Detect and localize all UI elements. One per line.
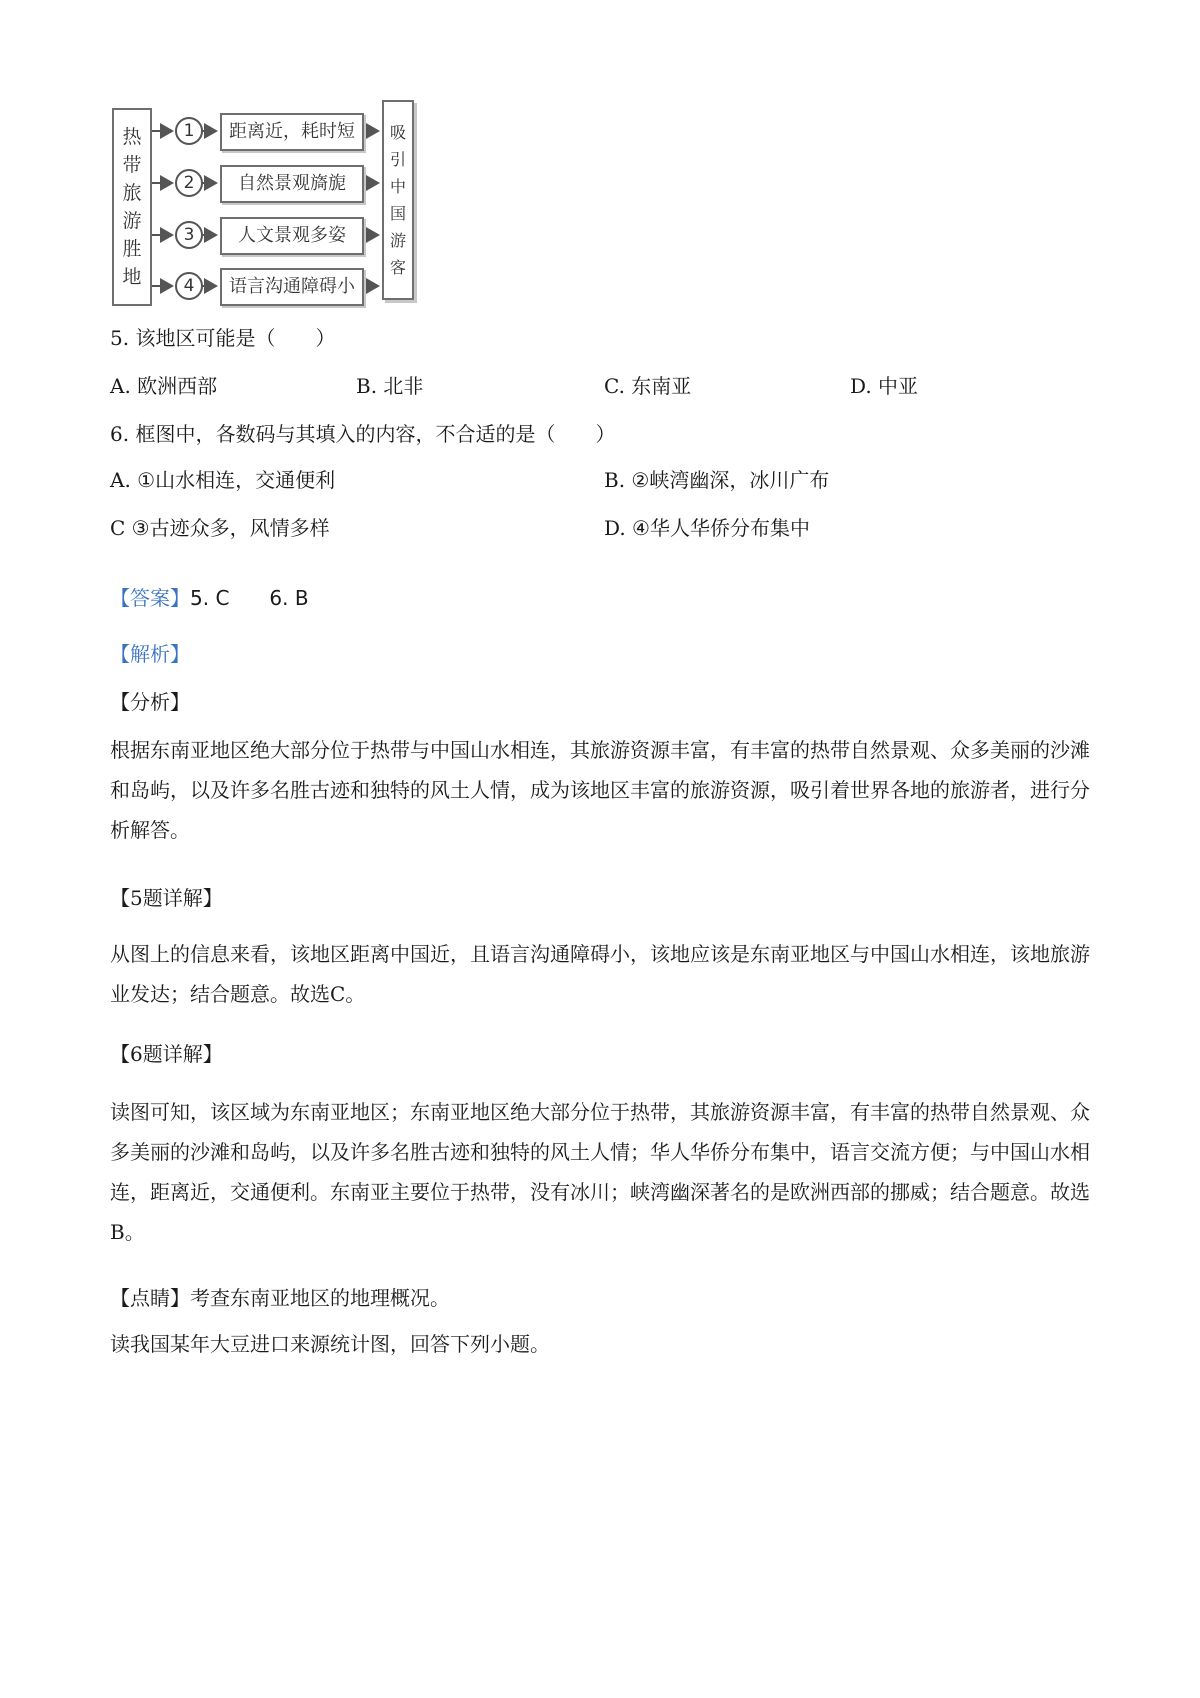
diagram-number-1: 1 xyxy=(175,117,203,145)
q5-stem: 5. 该地区可能是（ ） xyxy=(110,326,336,350)
dianjing-text: 考查东南亚地区的地理概况。 xyxy=(190,1286,450,1310)
diagram-left-char: 旅 xyxy=(122,182,142,204)
q5-option-c: C. 东南亚 xyxy=(604,374,692,398)
diagram-right-char: 国 xyxy=(389,204,406,223)
diagram-box-3: 人文景观多姿 xyxy=(220,217,364,255)
answer-text: 5. C 6. B xyxy=(190,586,309,610)
diagram-right-char: 引 xyxy=(389,150,406,169)
diagram-left-char: 游 xyxy=(122,210,142,232)
q5-option-a: A. 欧洲西部 xyxy=(110,374,218,398)
diagram-right-char: 客 xyxy=(389,258,406,277)
diagram-number-2: 2 xyxy=(175,169,203,197)
q5-option-d: D. 中亚 xyxy=(850,374,919,398)
q6-stem: 6. 框图中，各数码与其填入的内容，不合适的是（ ） xyxy=(110,422,616,446)
q6-option-d: D. ④华人华侨分布集中 xyxy=(604,516,810,540)
next-prompt: 读我国某年大豆进口来源统计图，回答下列小题。 xyxy=(110,1332,550,1356)
diagram-box-2: 自然景观旖旎 xyxy=(220,165,364,203)
diagram-right-char: 中 xyxy=(389,177,406,196)
detail5-tag: 【5题详解】 xyxy=(110,886,223,910)
diagram-box-1: 距离近，耗时短 xyxy=(220,113,364,151)
answer-tag: 【答案】 xyxy=(110,586,190,610)
answer-line xyxy=(110,584,309,612)
dianjing-line xyxy=(110,1284,450,1312)
fenxi-tag: 【分析】 xyxy=(110,690,190,714)
diagram-left-char: 带 xyxy=(122,154,142,176)
diagram-right-box xyxy=(382,100,414,300)
analysis-tag: 【解析】 xyxy=(110,642,190,666)
diagram-number-4: 4 xyxy=(175,272,203,300)
diagram-number-3: 3 xyxy=(175,221,203,249)
detail6-text: 读图可知，该区域为东南亚地区；东南亚地区绝大部分位于热带，其旅游资源丰富，有丰富的热带自然景观、众多美丽的沙滩和岛屿，以及许多名胜古迹和独特的风土人情；华人华侨分布集中，语言交流方便；与中国山水相连，距离近，交通便利。东南亚主要位于热带，没有冰川；峡湾幽深著名的是欧洲西部的挪威；结合题意。故选B。 xyxy=(110,1100,1090,1244)
detail6-tag: 【6题详解】 xyxy=(110,1042,223,1066)
q5-option-b: B. 北非 xyxy=(356,374,424,398)
q6-option-c: C ③古迹众多，风情多样 xyxy=(110,516,330,540)
diagram-left-char: 胜 xyxy=(122,238,142,260)
diagram-left-char: 热 xyxy=(122,126,142,148)
diagram-right-char: 游 xyxy=(389,231,406,250)
diagram-left-char: 地 xyxy=(122,266,142,288)
diagram-arrows xyxy=(0,0,1200,320)
diagram-right-char: 吸 xyxy=(389,123,406,142)
fenxi-text: 根据东南亚地区绝大部分位于热带与中国山水相连，其旅游资源丰富，有丰富的热带自然景观、众多美丽的沙滩和岛屿，以及许多名胜古迹和独特的风土人情，成为该地区丰富的旅游资源，吸引着世界各地的旅游者，进行分析解答。 xyxy=(110,738,1090,842)
q6-option-a: A. ①山水相连，交通便利 xyxy=(110,468,336,492)
q6-option-b: B. ②峡湾幽深，冰川广布 xyxy=(604,468,830,492)
dianjing-tag: 【点睛】 xyxy=(110,1286,190,1310)
diagram-box-4: 语言沟通障碍小 xyxy=(220,268,364,306)
detail5-text: 从图上的信息来看，该地区距离中国近，且语言沟通障碍小，该地应该是东南亚地区与中国山水相连，该地旅游业发达；结合题意。故选C。 xyxy=(110,942,1090,1006)
